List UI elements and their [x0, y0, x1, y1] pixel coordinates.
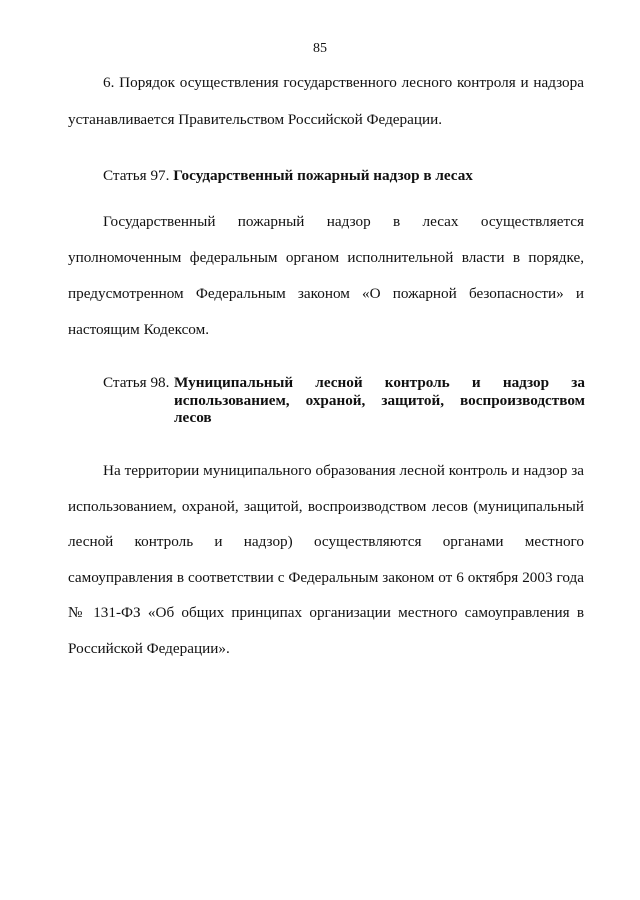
article-97-heading	[103, 166, 593, 186]
page-number: 85	[313, 41, 327, 56]
article-98-body: На территории муниципального образования лесной контроль и надзор за использованием, охраной, защитой, воспроизводством лесов (муниципальный лесной контроль и надзор) осуществляются органами местного самоуправления в соответствии с Федеральным законом от 6 октября 2003 года № 131-ФЗ «Об общих принципах организации местного самоуправления в Российской Федерации».	[68, 462, 584, 657]
article-97-label: Статья 97.	[103, 167, 170, 184]
item-6-paragraph: 6. Порядок осуществления государственного лесного контроля и надзора устанавливается Правительством Российской Федерации.	[68, 74, 584, 128]
article-97-body: Государственный пожарный надзор в лесах осуществляется уполномоченным федеральным органом исполнительной власти в порядке, предусмотренном Федеральным законом «О пожарной безопасности» и настоящим Кодексом.	[68, 213, 584, 338]
article-97-title: Государственный пожарный надзор в лесах	[173, 167, 473, 184]
article-98-label: Статья 98.	[103, 374, 170, 391]
article-98-title: Муниципальный лесной контроль и надзор за использованием, охраной, защитой, воспроизводством лесов	[174, 374, 585, 426]
